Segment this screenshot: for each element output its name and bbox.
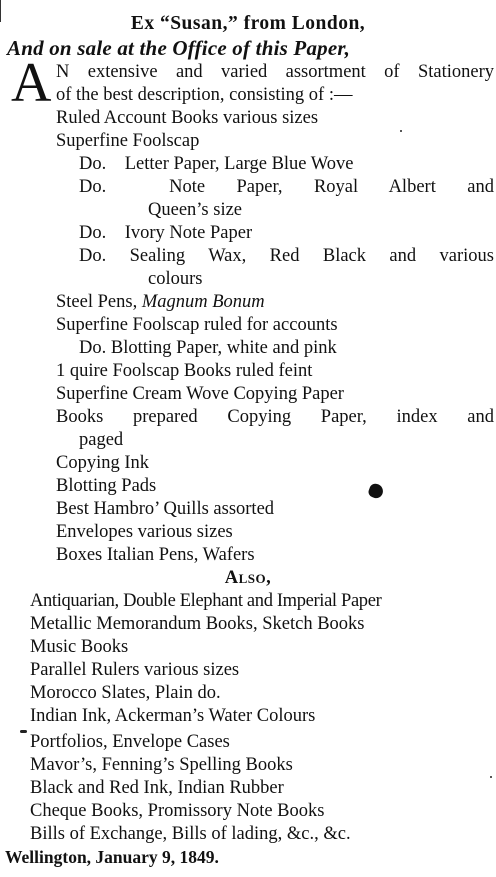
list-item: Do. Note Paper, Royal Albert and (79, 177, 494, 197)
intro-line-2: of the best description, consisting of :— (56, 85, 353, 105)
list-item: Bills of Exchange, Bills of lading, &c., &c. (30, 824, 351, 844)
ink-blot (367, 482, 385, 500)
list-item-continuation: Queen’s size (148, 200, 243, 220)
ink-speck (490, 776, 492, 778)
list-item-continuation: paged (79, 430, 124, 450)
also-heading: Also, (224, 568, 272, 588)
dateline: Wellington, January 9, 1849. (5, 847, 219, 867)
list-item: Superfine Foolscap (56, 131, 200, 151)
list-item: Cheque Books, Promissory Note Books (30, 801, 325, 821)
list-item (56, 291, 265, 313)
list-item: Ruled Account Books various sizes (56, 108, 319, 128)
list-item: Envelopes various sizes (56, 522, 233, 542)
list-item: Copying Ink (56, 453, 150, 473)
ink-speck (20, 730, 27, 733)
list-item: Antiquarian, Double Elephant and Imperial Paper (30, 591, 382, 611)
list-item: Mavor’s, Fenning’s Spelling Books (30, 755, 293, 775)
list-item: Books prepared Copying Paper, index and (56, 407, 494, 427)
list-item: 1 quire Foolscap Books ruled feint (56, 361, 313, 381)
list-item: Boxes Italian Pens, Wafers (56, 545, 255, 565)
list-item: Portfolios, Envelope Cases (30, 732, 230, 752)
ad-heading-source: Ex “Susan,” from London, (130, 13, 366, 34)
list-item: Morocco Slates, Plain do. (30, 683, 221, 703)
list-item: Best Hambro’ Quills assorted (56, 499, 275, 519)
list-item: Blotting Pads (56, 476, 157, 496)
list-item: Superfine Foolscap ruled for accounts (56, 315, 338, 335)
list-item: Indian Ink, Ackerman’s Water Colours (30, 706, 316, 726)
list-item-continuation: colours (148, 269, 203, 289)
list-item: Do. Letter Paper, Large Blue Wove (79, 154, 354, 174)
list-item: Superfine Cream Wove Copying Paper (56, 384, 344, 404)
list-item: Parallel Rulers various sizes (30, 660, 240, 680)
intro-line-1: N extensive and varied assortment of Stationery (56, 62, 494, 82)
ad-heading-sale: And on sale at the Office of this Paper, (7, 36, 351, 60)
list-item-text: Steel Pens, (56, 292, 142, 312)
drop-cap: A (11, 52, 52, 114)
brand-name: Magnum Bonum (141, 292, 265, 312)
list-item: Do. Blotting Paper, white and pink (79, 338, 337, 358)
ink-speck (400, 130, 402, 132)
list-item: Music Books (30, 637, 129, 657)
list-item: Metallic Memorandum Books, Sketch Books (30, 614, 365, 634)
list-item: Black and Red Ink, Indian Rubber (30, 778, 284, 798)
list-item: Do. Ivory Note Paper (79, 223, 253, 243)
list-item: Do. Sealing Wax, Red Black and various (79, 246, 494, 266)
